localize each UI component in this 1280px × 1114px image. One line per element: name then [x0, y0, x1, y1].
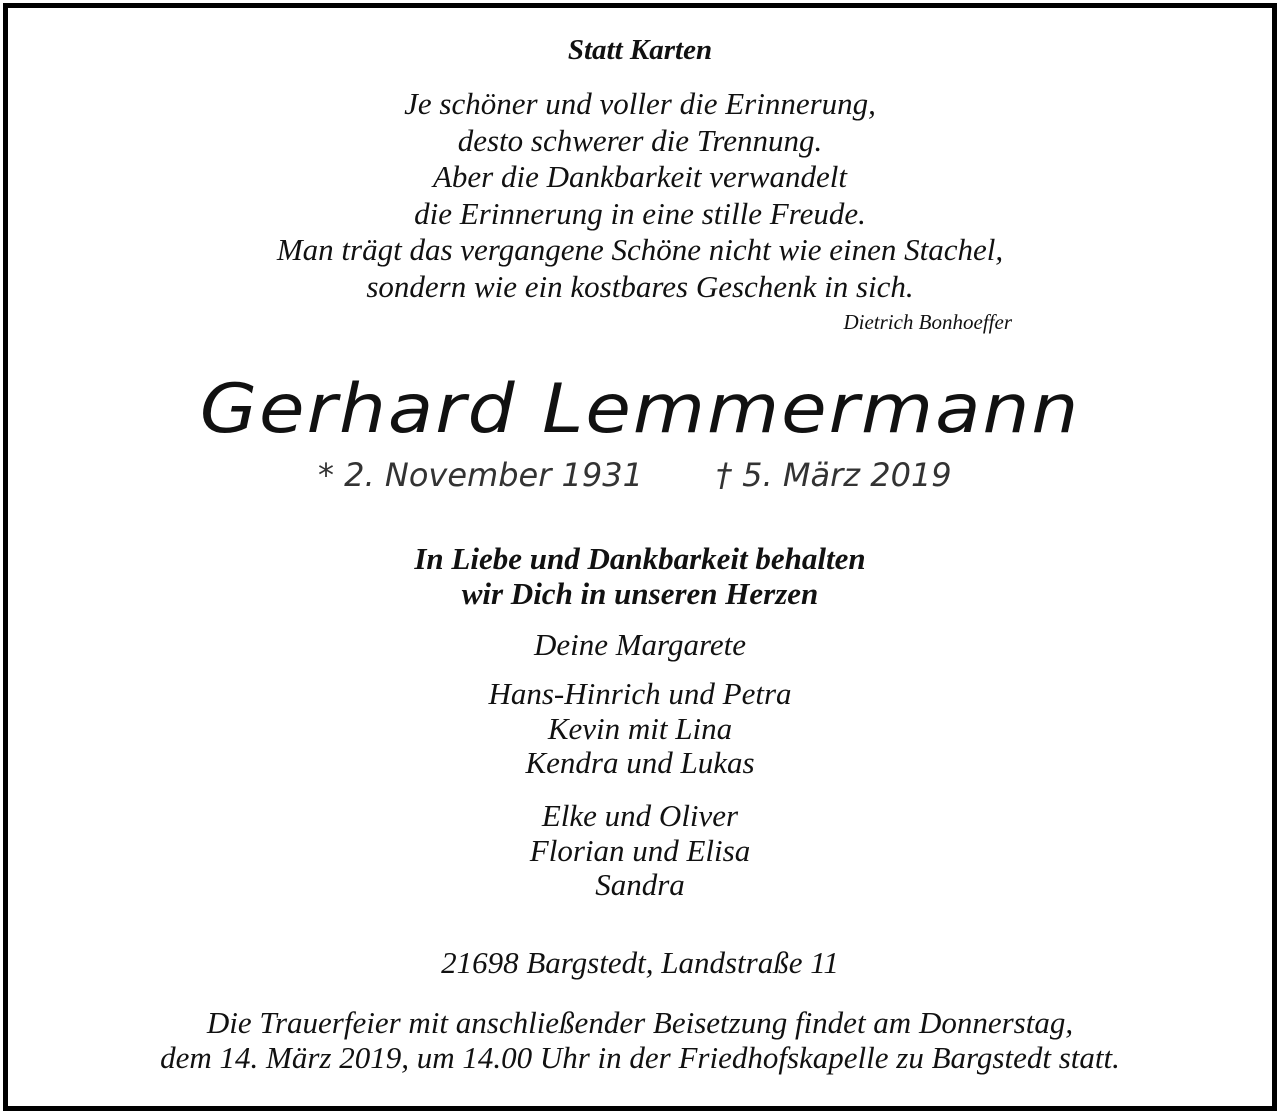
family-member: Kevin mit Lina [547, 710, 733, 746]
family-member: Hans-Hinrich und Petra [488, 676, 792, 711]
quote-line: die Erinnerung in eine stille Freude. [414, 195, 866, 231]
death-date: † 5. März 2019 [716, 456, 952, 494]
family-member: Sandra [595, 867, 685, 902]
deceased-name: Gerhard Lemmermann [199, 369, 1081, 449]
family-member: Elke und Oliver [541, 798, 739, 833]
birth-date: * 2. November 1931 [318, 456, 643, 494]
quote-line: Je schöner und voller die Erinnerung, [404, 86, 876, 121]
family-member: Deine Margarete [533, 627, 747, 662]
dedication-line: wir Dich in unseren Herzen [461, 576, 819, 611]
quote-line: Aber die Dankbarkeit verwandelt [432, 159, 848, 194]
quote-author: Dietrich Bonhoeffer [843, 310, 1012, 334]
quote-line: sondern wie ein kostbares Geschenk in sich. [366, 268, 914, 304]
quote-line: desto schwerer die Trennung. [457, 122, 823, 158]
ceremony-line: Die Trauerfeier mit anschließender Beisetzung findet am Donnerstag, [206, 1005, 1074, 1040]
family-member: Florian und Elisa [529, 832, 751, 868]
notice-header: Statt Karten [567, 34, 713, 66]
quote-line: Man trägt das vergangene Schöne nicht wie einen Stachel, [276, 232, 1004, 267]
address: 21698 Bargstedt, Landstraße 11 [441, 945, 839, 980]
dedication-line: In Liebe und Dankbarkeit behalten [414, 541, 866, 576]
ceremony-line: dem 14. März 2019, um 14.00 Uhr in der Friedhofskapelle zu Bargstedt statt. [160, 1040, 1120, 1075]
family-member: Kendra und Lukas [525, 745, 755, 780]
